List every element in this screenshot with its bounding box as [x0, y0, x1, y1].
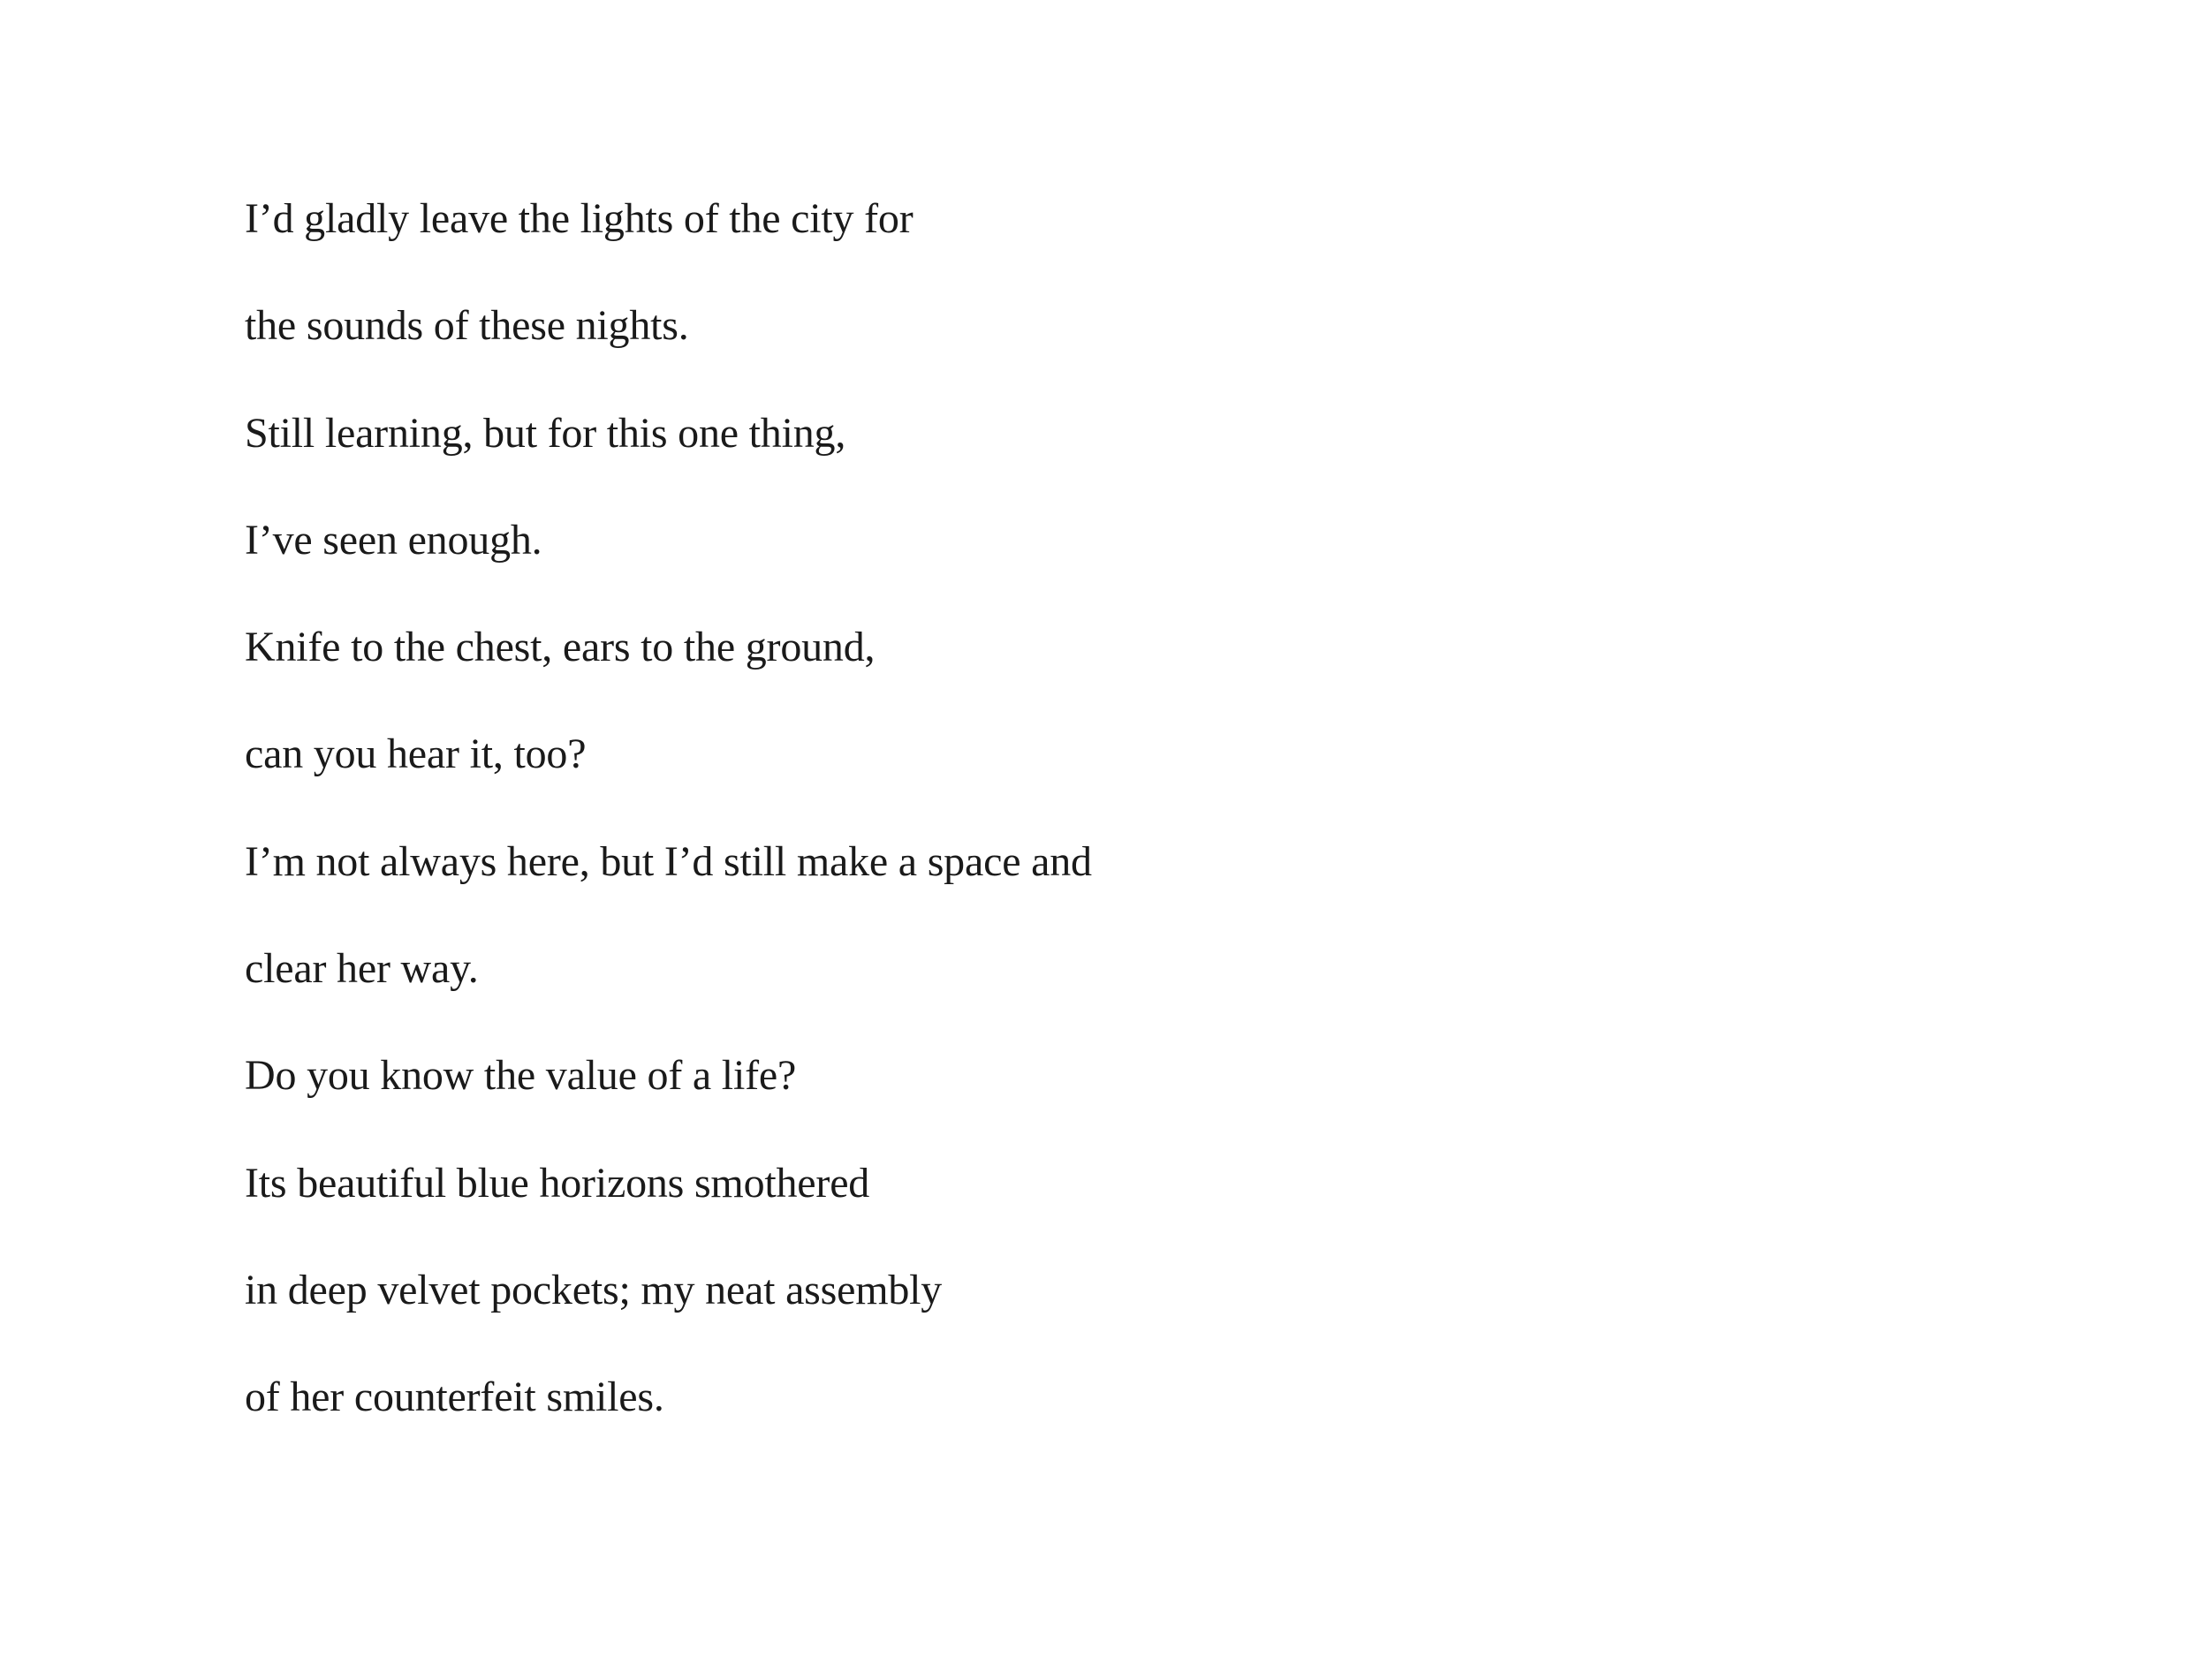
poem-line: the sounds of these nights.: [245, 302, 689, 350]
poem-line: clear her way.: [245, 945, 479, 993]
poem-line: in deep velvet pockets; my neat assembly: [245, 1266, 943, 1313]
poem-line: Its beautiful blue horizons smothered: [245, 1159, 870, 1207]
poem-line: of her counterfeit smiles.: [245, 1374, 664, 1421]
poem-line: I’d gladly leave the lights of the city for: [245, 195, 914, 242]
poem-line: I’m not always here, but I’d still make a space and: [245, 837, 1092, 885]
poem-line: can you hear it, too?: [245, 730, 587, 778]
poem-line: Still learning, but for this one thing,: [245, 409, 846, 457]
poem-line: Knife to the chest, ears to the ground,: [245, 624, 876, 671]
poem-body: [245, 197, 1092, 1483]
poem-line: Do you know the value of a life?: [245, 1052, 797, 1100]
poem-line: I’ve seen enough.: [245, 516, 542, 564]
